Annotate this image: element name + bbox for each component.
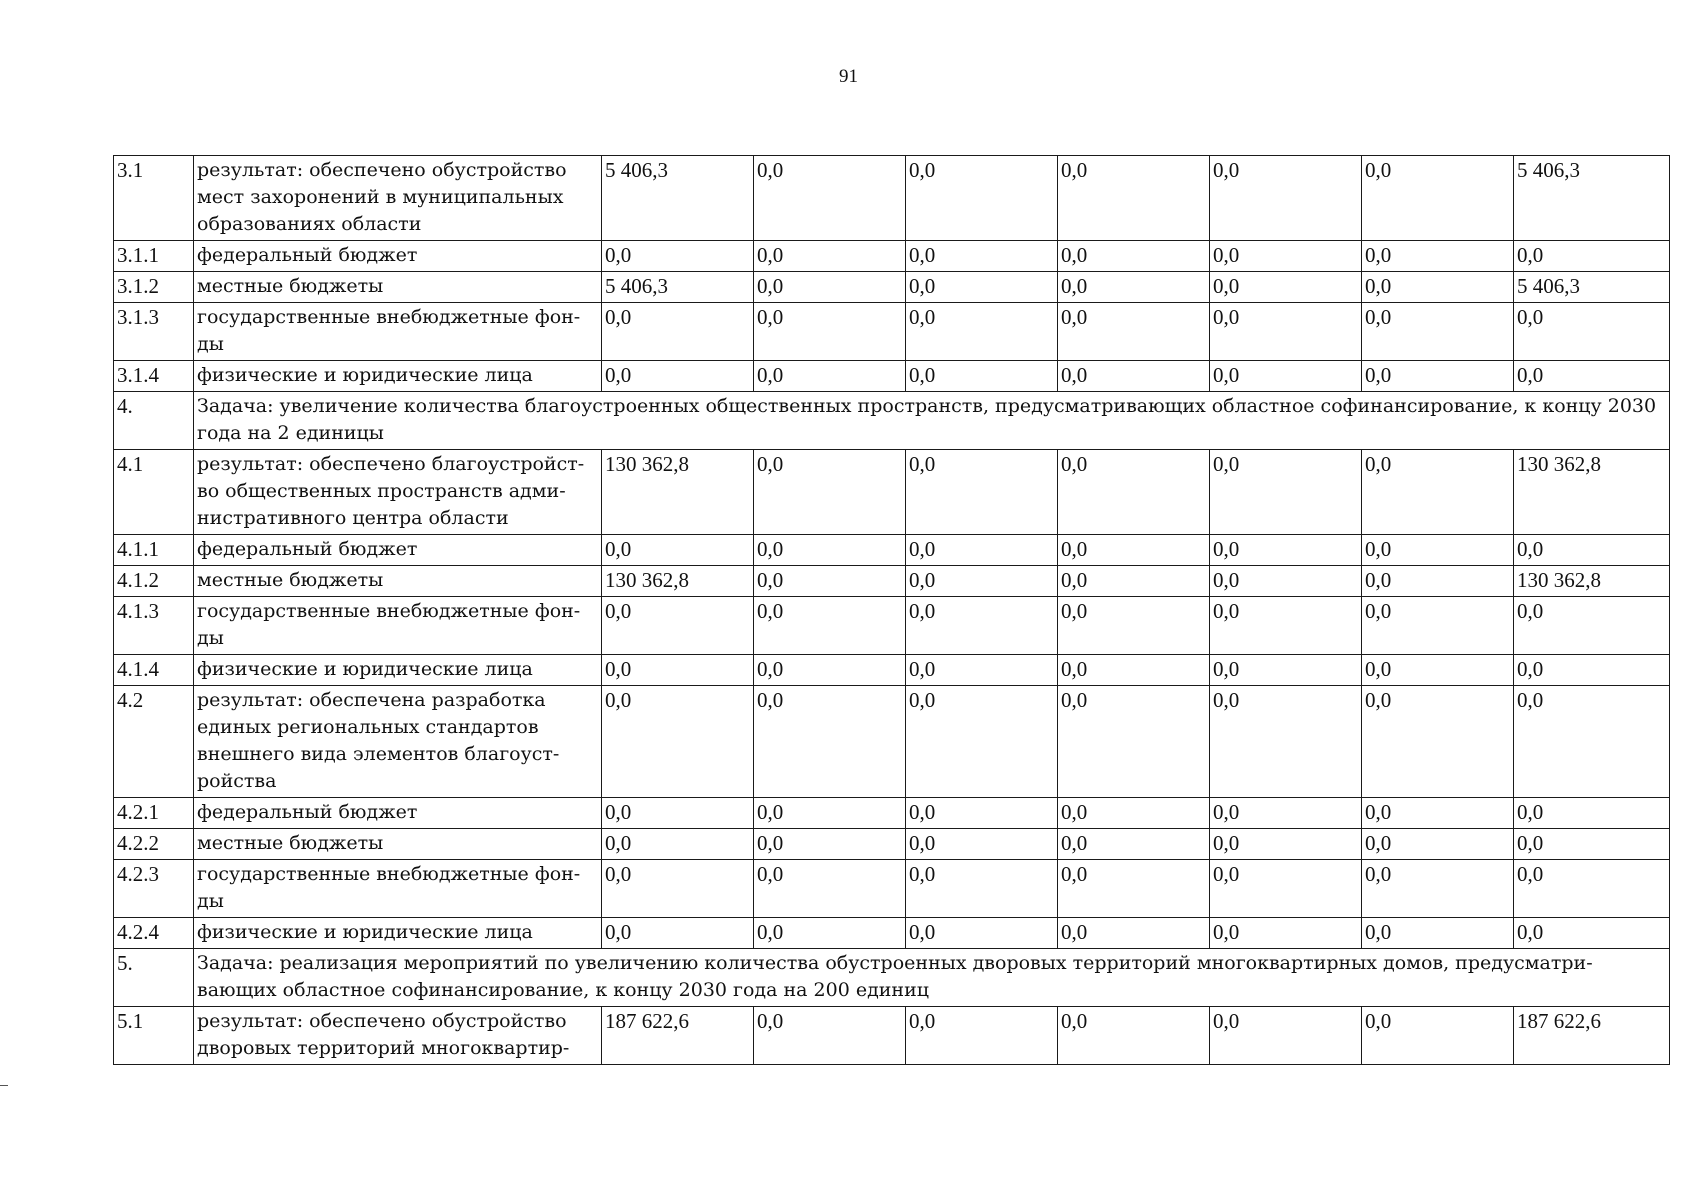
value-cell: 0,0: [1210, 241, 1362, 272]
value-cell: 0,0: [602, 686, 754, 798]
value-cell: 0,0: [1210, 860, 1362, 918]
value-cell: 0,0: [602, 918, 754, 949]
value-cell: 0,0: [1362, 566, 1514, 597]
value-cell: 0,0: [754, 450, 906, 535]
value-cell: 0,0: [906, 303, 1058, 361]
table-row: [114, 272, 1670, 303]
row-description: местные бюджеты: [194, 566, 602, 597]
value-cell: 0,0: [1058, 829, 1210, 860]
margin-mark: [0, 1085, 8, 1086]
table-row: [114, 450, 1670, 535]
value-cell: 187 622,6: [602, 1007, 754, 1065]
page-number: 91: [839, 66, 858, 87]
row-number: 4.1.2: [114, 566, 194, 597]
value-cell: 0,0: [1362, 272, 1514, 303]
value-cell: 0,0: [1058, 860, 1210, 918]
value-cell: 0,0: [754, 597, 906, 655]
row-number: 4.1.3: [114, 597, 194, 655]
value-cell: 0,0: [1210, 918, 1362, 949]
value-cell: 0,0: [1210, 361, 1362, 392]
value-cell: 0,0: [906, 655, 1058, 686]
value-cell: 0,0: [1210, 272, 1362, 303]
value-cell: 0,0: [1058, 241, 1210, 272]
total-value-cell: 0,0: [1514, 860, 1670, 918]
total-value-cell: 5 406,3: [1514, 272, 1670, 303]
task-row: [114, 392, 1670, 450]
value-cell: 0,0: [1362, 241, 1514, 272]
value-cell: 0,0: [1058, 450, 1210, 535]
row-number: 3.1.2: [114, 272, 194, 303]
total-value-cell: 0,0: [1514, 361, 1670, 392]
row-number: 4.2.2: [114, 829, 194, 860]
row-number: 3.1.3: [114, 303, 194, 361]
value-cell: 0,0: [1210, 829, 1362, 860]
value-cell: 0,0: [754, 686, 906, 798]
value-cell: 0,0: [906, 1007, 1058, 1065]
row-number: 4.2.3: [114, 860, 194, 918]
value-cell: 0,0: [602, 860, 754, 918]
table-row: [114, 241, 1670, 272]
value-cell: 0,0: [1362, 535, 1514, 566]
value-cell: 0,0: [754, 535, 906, 566]
task-description: Задача: реализация мероприятий по увеличению количества обустроенных дворовых территорий многоквартирных домов, предусматри-вающих областное софинансирование, к концу 2030 года на 200 единиц: [194, 949, 1670, 1007]
value-cell: 0,0: [754, 860, 906, 918]
value-cell: 0,0: [602, 798, 754, 829]
table-row: [114, 686, 1670, 798]
value-cell: 0,0: [602, 303, 754, 361]
value-cell: 0,0: [906, 535, 1058, 566]
table-body: [114, 156, 1670, 1065]
value-cell: 0,0: [602, 535, 754, 566]
row-description: государственные внебюджетные фон-ды: [194, 597, 602, 655]
table-row: [114, 597, 1670, 655]
value-cell: 0,0: [1210, 535, 1362, 566]
total-value-cell: 0,0: [1514, 918, 1670, 949]
value-cell: 0,0: [602, 829, 754, 860]
value-cell: 0,0: [1362, 450, 1514, 535]
value-cell: 0,0: [906, 361, 1058, 392]
total-value-cell: 187 622,6: [1514, 1007, 1670, 1065]
row-description: местные бюджеты: [194, 829, 602, 860]
value-cell: 0,0: [754, 1007, 906, 1065]
row-number: 5.1: [114, 1007, 194, 1065]
value-cell: 0,0: [754, 829, 906, 860]
budget-table: [113, 155, 1670, 1065]
value-cell: 0,0: [1362, 156, 1514, 241]
value-cell: 0,0: [906, 918, 1058, 949]
row-number: 3.1.1: [114, 241, 194, 272]
row-number: 4.: [114, 392, 194, 450]
table-row: [114, 798, 1670, 829]
value-cell: 0,0: [1058, 566, 1210, 597]
value-cell: 0,0: [1210, 655, 1362, 686]
table-row: [114, 535, 1670, 566]
value-cell: 0,0: [906, 566, 1058, 597]
value-cell: 0,0: [754, 241, 906, 272]
value-cell: 0,0: [1058, 303, 1210, 361]
table-row: [114, 156, 1670, 241]
total-value-cell: 0,0: [1514, 798, 1670, 829]
row-description: результат: обеспечена разработка единых региональных стандартов внешнего вида элементов благоуст-ройства: [194, 686, 602, 798]
value-cell: 0,0: [1362, 655, 1514, 686]
table-row: [114, 655, 1670, 686]
value-cell: 5 406,3: [602, 272, 754, 303]
value-cell: 0,0: [1210, 303, 1362, 361]
value-cell: 0,0: [1058, 918, 1210, 949]
total-value-cell: 130 362,8: [1514, 450, 1670, 535]
value-cell: 0,0: [1058, 272, 1210, 303]
task-row: [114, 949, 1670, 1007]
value-cell: 0,0: [1362, 860, 1514, 918]
value-cell: 0,0: [906, 597, 1058, 655]
total-value-cell: 0,0: [1514, 686, 1670, 798]
value-cell: 0,0: [906, 686, 1058, 798]
row-number: 4.2.1: [114, 798, 194, 829]
total-value-cell: 5 406,3: [1514, 156, 1670, 241]
value-cell: 0,0: [906, 241, 1058, 272]
table-row: [114, 303, 1670, 361]
value-cell: 0,0: [1362, 798, 1514, 829]
value-cell: 0,0: [754, 566, 906, 597]
value-cell: 130 362,8: [602, 566, 754, 597]
value-cell: 0,0: [906, 798, 1058, 829]
total-value-cell: 0,0: [1514, 597, 1670, 655]
row-number: 4.2: [114, 686, 194, 798]
value-cell: 0,0: [602, 655, 754, 686]
row-number: 4.2.4: [114, 918, 194, 949]
value-cell: 0,0: [754, 156, 906, 241]
row-description: физические и юридические лица: [194, 655, 602, 686]
row-number: 3.1.4: [114, 361, 194, 392]
value-cell: 0,0: [754, 303, 906, 361]
value-cell: 0,0: [1058, 798, 1210, 829]
value-cell: 0,0: [906, 156, 1058, 241]
value-cell: 0,0: [906, 272, 1058, 303]
row-description: местные бюджеты: [194, 272, 602, 303]
row-description: федеральный бюджет: [194, 798, 602, 829]
row-number: 4.1.4: [114, 655, 194, 686]
value-cell: 0,0: [906, 860, 1058, 918]
value-cell: 0,0: [1210, 1007, 1362, 1065]
row-number: 4.1.1: [114, 535, 194, 566]
row-description: физические и юридические лица: [194, 361, 602, 392]
row-description: государственные внебюджетные фон-ды: [194, 303, 602, 361]
value-cell: 0,0: [1210, 686, 1362, 798]
value-cell: 0,0: [1058, 535, 1210, 566]
value-cell: 0,0: [906, 450, 1058, 535]
task-description: Задача: увеличение количества благоустроенных общественных пространств, предусматривающих областное софинансирование, к концу 2030 года на 2 единицы: [194, 392, 1670, 450]
table-row: [114, 918, 1670, 949]
value-cell: 0,0: [1058, 686, 1210, 798]
value-cell: 0,0: [1362, 829, 1514, 860]
value-cell: 5 406,3: [602, 156, 754, 241]
value-cell: 0,0: [1362, 1007, 1514, 1065]
row-description: физические и юридические лица: [194, 918, 602, 949]
table-row: [114, 829, 1670, 860]
total-value-cell: 0,0: [1514, 535, 1670, 566]
value-cell: 0,0: [1210, 450, 1362, 535]
value-cell: 0,0: [1210, 156, 1362, 241]
value-cell: 0,0: [1058, 361, 1210, 392]
row-description: федеральный бюджет: [194, 535, 602, 566]
total-value-cell: 0,0: [1514, 829, 1670, 860]
value-cell: 130 362,8: [602, 450, 754, 535]
value-cell: 0,0: [754, 918, 906, 949]
value-cell: 0,0: [602, 241, 754, 272]
value-cell: 0,0: [1058, 597, 1210, 655]
value-cell: 0,0: [1210, 566, 1362, 597]
row-description: результат: обеспечено обустройство дворовых территорий многоквартир-: [194, 1007, 602, 1065]
row-description: результат: обеспечено обустройство мест захоронений в муниципальных образованиях области: [194, 156, 602, 241]
value-cell: 0,0: [1362, 918, 1514, 949]
value-cell: 0,0: [602, 597, 754, 655]
value-cell: 0,0: [1058, 655, 1210, 686]
table-row: [114, 566, 1670, 597]
row-number: 5.: [114, 949, 194, 1007]
value-cell: 0,0: [1058, 1007, 1210, 1065]
total-value-cell: 130 362,8: [1514, 566, 1670, 597]
value-cell: 0,0: [906, 829, 1058, 860]
value-cell: 0,0: [602, 361, 754, 392]
value-cell: 0,0: [1210, 798, 1362, 829]
value-cell: 0,0: [1362, 597, 1514, 655]
total-value-cell: 0,0: [1514, 241, 1670, 272]
value-cell: 0,0: [1058, 156, 1210, 241]
table-row: [114, 1007, 1670, 1065]
value-cell: 0,0: [1362, 361, 1514, 392]
value-cell: 0,0: [1210, 597, 1362, 655]
value-cell: 0,0: [1362, 686, 1514, 798]
value-cell: 0,0: [754, 798, 906, 829]
row-number: 3.1: [114, 156, 194, 241]
total-value-cell: 0,0: [1514, 303, 1670, 361]
value-cell: 0,0: [754, 272, 906, 303]
table-row: [114, 361, 1670, 392]
total-value-cell: 0,0: [1514, 655, 1670, 686]
value-cell: 0,0: [754, 361, 906, 392]
table-row: [114, 860, 1670, 918]
row-number: 4.1: [114, 450, 194, 535]
row-description: государственные внебюджетные фон-ды: [194, 860, 602, 918]
row-description: результат: обеспечено благоустройст-во общественных пространств адми-нистративного центра области: [194, 450, 602, 535]
row-description: федеральный бюджет: [194, 241, 602, 272]
value-cell: 0,0: [1362, 303, 1514, 361]
value-cell: 0,0: [754, 655, 906, 686]
